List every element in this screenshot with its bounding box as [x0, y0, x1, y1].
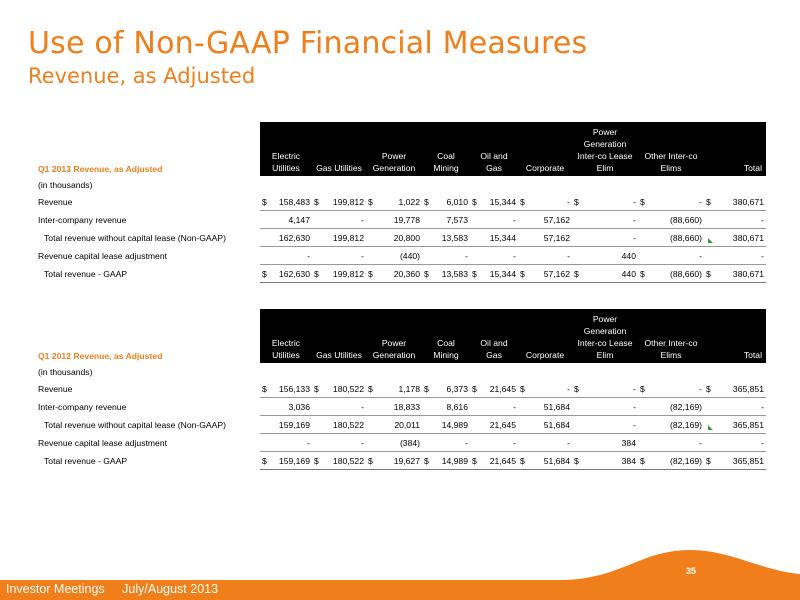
value-cell [260, 416, 312, 434]
table-row [36, 416, 766, 434]
value-cell [572, 380, 638, 398]
value: (88,660) [669, 214, 702, 225]
value: 6,373 [446, 383, 468, 394]
value-cell [366, 434, 422, 452]
value-cell [518, 416, 572, 434]
value-cell [312, 211, 366, 229]
value-cell [704, 265, 766, 283]
value-cell [704, 434, 766, 452]
value: - [699, 383, 702, 394]
page-title: Use of Non-GAAP Financial Measures [28, 26, 588, 61]
column-header: Electric Utilities [260, 309, 312, 363]
currency-symbol: $ [368, 455, 373, 466]
currency-symbol: $ [472, 196, 477, 207]
table-row [36, 434, 766, 452]
value: 380,671 [732, 268, 764, 279]
currency-symbol: $ [520, 196, 525, 207]
row-label: Revenue capital lease adjustment [38, 437, 167, 448]
row-label: Revenue [38, 383, 73, 394]
value-cell [312, 452, 366, 470]
currency-symbol: $ [706, 383, 711, 394]
currency-symbol: $ [574, 268, 579, 279]
value: - [567, 437, 570, 448]
currency-symbol: $ [424, 455, 429, 466]
column-header: Coal Mining [422, 309, 470, 363]
value-cell [518, 398, 572, 416]
value-cell [638, 452, 704, 470]
row-label: Revenue [38, 196, 73, 207]
value: - [633, 383, 636, 394]
value-cell [312, 434, 366, 452]
value-cell [312, 380, 366, 398]
currency-symbol: $ [472, 455, 477, 466]
currency-symbol: $ [314, 196, 319, 207]
value-cell [312, 265, 366, 283]
value: 180,522 [332, 383, 364, 394]
currency-symbol: $ [368, 268, 373, 279]
value: 199,812 [332, 232, 364, 243]
value: 158,483 [278, 196, 310, 207]
value-cell [572, 434, 638, 452]
value: 13,583 [441, 232, 468, 243]
value: 440 [621, 268, 636, 279]
value: - [361, 401, 364, 412]
column-header: Electric Utilities [260, 122, 312, 176]
value: 51,684 [543, 419, 570, 430]
value: 440 [621, 250, 636, 261]
value: (88,660) [669, 232, 702, 243]
currency-symbol: $ [314, 268, 319, 279]
value: 15,344 [489, 232, 516, 243]
value: 19,627 [393, 455, 420, 466]
value-cell [518, 265, 572, 283]
value-cell [470, 193, 518, 211]
value: (82,169) [669, 455, 702, 466]
value: 13,583 [441, 268, 468, 279]
value-cell [470, 416, 518, 434]
value-cell [260, 452, 312, 470]
column-header: Oil and Gas [470, 309, 518, 363]
value: 180,522 [332, 455, 364, 466]
value: - [513, 214, 516, 225]
table-row [36, 380, 766, 398]
currency-symbol: $ [262, 383, 267, 394]
column-header: Corporate [518, 122, 572, 176]
value: - [465, 437, 468, 448]
currency-symbol: $ [574, 455, 579, 466]
value: - [633, 214, 636, 225]
value-cell [572, 193, 638, 211]
table-row [36, 398, 766, 416]
value: - [361, 250, 364, 261]
value: 380,671 [732, 232, 764, 243]
value: 6,010 [446, 196, 468, 207]
value: 199,812 [332, 196, 364, 207]
value-cell [638, 398, 704, 416]
value: - [361, 214, 364, 225]
revenue-table-q1-2013 [36, 122, 766, 283]
value-cell [518, 247, 572, 265]
value: 384 [621, 455, 636, 466]
value: 1,178 [398, 383, 420, 394]
value: (384) [399, 437, 420, 448]
currency-symbol: $ [640, 196, 645, 207]
row-label: Inter-company revenue [38, 401, 127, 412]
value-cell [704, 380, 766, 398]
value-cell [638, 416, 704, 434]
value-cell [312, 247, 366, 265]
value: 365,851 [732, 419, 764, 430]
value: 162,630 [278, 232, 310, 243]
value: - [633, 401, 636, 412]
value: - [761, 250, 764, 261]
value: 21,645 [489, 455, 516, 466]
units-label: (in thousands) [38, 366, 93, 377]
value: 20,011 [394, 419, 420, 430]
value-cell [366, 247, 422, 265]
value-cell [470, 265, 518, 283]
value-cell [470, 434, 518, 452]
column-header: Power Generation Inter-co Lease Elim [572, 309, 638, 363]
page-number: 35 [686, 566, 697, 576]
value: 19,778 [393, 214, 420, 225]
column-header: Gas Utilities [312, 122, 366, 176]
value: 1,022 [398, 196, 420, 207]
currency-symbol: $ [640, 455, 645, 466]
value-cell [704, 211, 766, 229]
value: 14,989 [441, 455, 468, 466]
currency-symbol: $ [520, 268, 525, 279]
table-title: Q1 2012 Revenue, as Adjusted [38, 351, 163, 361]
row-label: Total revenue without capital lease (Non-GAAP) [44, 419, 226, 430]
value-cell [422, 398, 470, 416]
column-header: Other Inter-co Elims [638, 309, 704, 363]
value-cell [572, 229, 638, 247]
value: 51,684 [543, 455, 570, 466]
value: - [633, 419, 636, 430]
value: 21,645 [489, 419, 516, 430]
value: (82,169) [669, 401, 702, 412]
column-header: Power Generation Inter-co Lease Elim [572, 122, 638, 176]
table-row [36, 229, 766, 247]
value-cell [366, 452, 422, 470]
value-cell [572, 265, 638, 283]
value: (88,660) [669, 268, 702, 279]
value-cell [422, 193, 470, 211]
value-cell [704, 229, 766, 247]
value-cell [366, 265, 422, 283]
value: 20,360 [393, 268, 420, 279]
value-cell [704, 247, 766, 265]
value-cell [518, 229, 572, 247]
value: - [633, 196, 636, 207]
value-cell [518, 452, 572, 470]
table-row [36, 211, 766, 229]
currency-symbol: $ [574, 196, 579, 207]
value-cell [366, 416, 422, 434]
value-cell [704, 398, 766, 416]
value: 21,645 [489, 383, 516, 394]
row-label: Total revenue - GAAP [44, 268, 128, 279]
value-cell [422, 265, 470, 283]
value: 7,573 [446, 214, 468, 225]
value-cell [638, 380, 704, 398]
value-cell [260, 380, 312, 398]
value: 57,162 [543, 232, 570, 243]
value-cell [704, 416, 766, 434]
currency-symbol: $ [262, 268, 267, 279]
currency-symbol: $ [472, 268, 477, 279]
value: 384 [621, 437, 636, 448]
value-cell [572, 416, 638, 434]
value-cell [638, 247, 704, 265]
row-label: Inter-company revenue [38, 214, 127, 225]
currency-symbol: $ [574, 383, 579, 394]
value-cell [422, 452, 470, 470]
value-cell [312, 416, 366, 434]
value: 159,169 [278, 419, 310, 430]
footer-event: Investor Meetings [6, 582, 105, 596]
value-cell [704, 452, 766, 470]
value-cell [638, 265, 704, 283]
value: 15,344 [489, 268, 516, 279]
page-subtitle: Revenue, as Adjusted [28, 64, 256, 88]
value: 15,344 [489, 196, 516, 207]
value: - [567, 383, 570, 394]
value-cell [366, 398, 422, 416]
currency-symbol: $ [262, 455, 267, 466]
value-cell [572, 247, 638, 265]
value: 14,989 [441, 419, 468, 430]
currency-symbol: $ [640, 268, 645, 279]
value: - [513, 250, 516, 261]
currency-symbol: $ [706, 268, 711, 279]
value: 180,522 [332, 419, 364, 430]
column-header: Total [704, 122, 766, 176]
value-cell [638, 211, 704, 229]
value: - [699, 250, 702, 261]
value-cell [260, 211, 312, 229]
value-cell [572, 398, 638, 416]
value: - [513, 401, 516, 412]
value-cell [422, 211, 470, 229]
column-header: Oil and Gas [470, 122, 518, 176]
value: 57,162 [543, 214, 570, 225]
currency-symbol: $ [424, 196, 429, 207]
row-label: Total revenue without capital lease (Non-GAAP) [44, 232, 226, 243]
value: 162,630 [278, 268, 310, 279]
value-cell [366, 211, 422, 229]
value-cell [366, 229, 422, 247]
value: 18,833 [393, 401, 420, 412]
row-label: Total revenue - GAAP [44, 455, 128, 466]
currency-symbol: $ [424, 383, 429, 394]
value-cell [518, 193, 572, 211]
column-header: Coal Mining [422, 122, 470, 176]
value: (440) [399, 250, 420, 261]
value: 365,851 [732, 383, 764, 394]
column-header: Other Inter-co Elims [638, 122, 704, 176]
value: 156,133 [278, 383, 310, 394]
value-cell [470, 247, 518, 265]
value-cell [422, 229, 470, 247]
currency-symbol: $ [706, 455, 711, 466]
column-header: Total [704, 309, 766, 363]
revenue-table-q1-2012 [36, 309, 766, 470]
currency-symbol: $ [368, 196, 373, 207]
value-cell [422, 416, 470, 434]
footer [6, 582, 232, 596]
value: - [761, 401, 764, 412]
currency-symbol: $ [520, 455, 525, 466]
value: 380,671 [732, 196, 764, 207]
value: 365,851 [732, 455, 764, 466]
value: - [513, 437, 516, 448]
value: - [761, 214, 764, 225]
currency-symbol: $ [314, 383, 319, 394]
value: - [307, 250, 310, 261]
value-cell [470, 380, 518, 398]
value: 8,616 [446, 401, 468, 412]
value-cell [704, 193, 766, 211]
value: - [361, 437, 364, 448]
value: - [307, 437, 310, 448]
value-cell [312, 229, 366, 247]
value-cell [470, 229, 518, 247]
value-cell [518, 211, 572, 229]
value-cell [312, 193, 366, 211]
value-cell [422, 434, 470, 452]
value: 159,169 [278, 455, 310, 466]
footer-date: July/August 2013 [122, 582, 219, 596]
value-cell [260, 229, 312, 247]
value: - [567, 196, 570, 207]
comment-marker [708, 238, 713, 243]
value: - [567, 250, 570, 261]
value: - [465, 250, 468, 261]
currency-symbol: $ [640, 383, 645, 394]
value: - [699, 437, 702, 448]
value-cell [422, 380, 470, 398]
currency-symbol: $ [424, 268, 429, 279]
currency-symbol: $ [262, 196, 267, 207]
value: 4,147 [288, 214, 310, 225]
value-cell [572, 452, 638, 470]
value-cell [260, 398, 312, 416]
value-cell [366, 380, 422, 398]
currency-symbol: $ [520, 383, 525, 394]
value: - [699, 196, 702, 207]
value-cell [470, 211, 518, 229]
table-row [36, 247, 766, 265]
value: 199,812 [332, 268, 364, 279]
value-cell [260, 193, 312, 211]
value: 51,684 [543, 401, 570, 412]
currency-symbol: $ [314, 455, 319, 466]
value-cell [470, 452, 518, 470]
value: 3,036 [288, 401, 310, 412]
table-row [36, 452, 766, 470]
value-cell [638, 229, 704, 247]
value-cell [638, 434, 704, 452]
value-cell [422, 247, 470, 265]
value-cell [518, 380, 572, 398]
value-cell [312, 398, 366, 416]
column-header: Power Generation [366, 309, 422, 363]
value-cell [260, 247, 312, 265]
value-cell [470, 398, 518, 416]
value: - [761, 437, 764, 448]
value: (82,169) [669, 419, 702, 430]
currency-symbol: $ [706, 196, 711, 207]
column-header: Power Generation [366, 122, 422, 176]
table-title: Q1 2013 Revenue, as Adjusted [38, 164, 163, 174]
currency-symbol: $ [368, 383, 373, 394]
table-row [36, 193, 766, 211]
comment-marker [708, 425, 713, 430]
value-cell [366, 193, 422, 211]
column-header: Gas Utilities [312, 309, 366, 363]
value-cell [260, 265, 312, 283]
value-cell [572, 211, 638, 229]
units-label: (in thousands) [38, 179, 93, 190]
value: 57,162 [543, 268, 570, 279]
value: - [633, 232, 636, 243]
value-cell [518, 434, 572, 452]
column-header: Corporate [518, 309, 572, 363]
value-cell [638, 193, 704, 211]
currency-symbol: $ [472, 383, 477, 394]
table-row [36, 265, 766, 283]
value-cell [260, 434, 312, 452]
value: 20,800 [393, 232, 420, 243]
row-label: Revenue capital lease adjustment [38, 250, 167, 261]
